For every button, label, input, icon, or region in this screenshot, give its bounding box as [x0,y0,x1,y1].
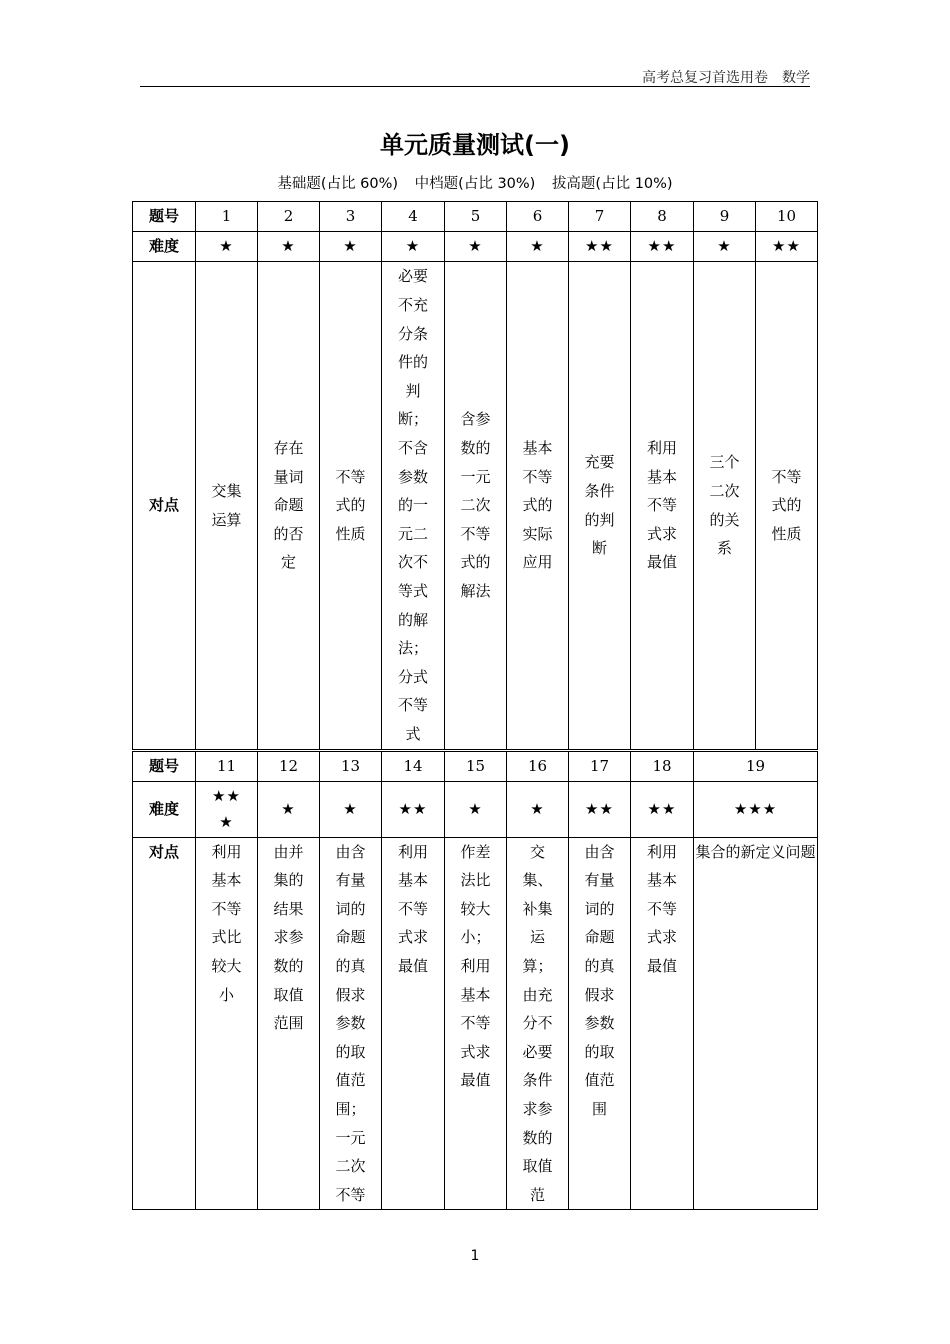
topic-text: 由含有量词的命题的真假求参数的取值范围；一元二次不等 [335,842,366,1204]
topic-cell [382,837,445,1210]
topic-cell [756,262,818,750]
topic-text: 不等式的性质 [335,467,366,543]
topic-text: 存在量词命题的否定 [273,439,304,572]
topic-text: 含参数的一元二次不等式的解法 [460,410,491,600]
question-number: 13 [320,751,382,782]
subtitle-advanced: 拔高题(占比 10%) [551,176,673,192]
row-label-difficulty: 难度 [133,781,196,837]
topic-text: 不等式的性质 [771,467,802,543]
header-divider [140,86,810,87]
topic-cell [631,262,694,750]
topic-cell [445,837,507,1210]
question-number: 3 [320,202,382,232]
topic-text: 由含有量词的命题的真假求参数的取值范围 [584,842,615,1118]
topic-cell [320,837,382,1210]
subtitle-basic: 基础题(占比 60%) [277,176,399,192]
topic-text: 三个二次的关系 [709,453,740,558]
topic-cell [445,262,507,750]
topic-text: 交集运算 [211,481,242,529]
difficulty-stars: ★ [507,232,569,262]
difficulty-stars: ★ [445,232,507,262]
difficulty-stars: ★ [258,232,320,262]
difficulty-row [133,232,818,262]
topic-row [133,262,818,750]
difficulty-stars: ★★ [756,232,818,262]
question-number: 15 [445,751,507,782]
difficulty-stars: ★★ [569,232,631,262]
topic-text: 必要不充分条件的判断；不含参数的一元二次不等式的解法；分式不等式 [397,267,428,743]
topic-cell [569,262,631,750]
topic-cell [258,262,320,750]
topic-text: 集合的新定义问题 [695,842,816,861]
question-number: 7 [569,202,631,232]
question-table-1 [132,201,818,750]
row-label-difficulty: 难度 [133,232,196,262]
topic-text: 交集、补集运算；由充分不必要条件求参数的取值范 [522,842,553,1204]
difficulty-stars: ★ [320,781,382,837]
question-table-2 [132,749,818,1210]
question-number: 5 [445,202,507,232]
difficulty-stars: ★★ [631,781,694,837]
topic-text: 利用基本不等式求最值 [646,842,677,975]
topic-text: 由并集的结果求参数的取值范围 [273,842,304,1033]
row-label-topic: 对点 [133,837,196,1210]
topic-cell [320,262,382,750]
question-number: 1 [196,202,258,232]
number-row [133,751,818,782]
topic-cell [569,837,631,1210]
topic-text: 利用基本不等式求最值 [397,842,428,975]
topic-text: 充要条件的判断 [584,453,615,558]
difficulty-stars-cell [196,781,258,837]
question-number: 6 [507,202,569,232]
topic-cell [258,837,320,1210]
difficulty-stars: ★★★ [694,781,818,837]
difficulty-stars: ★★ [569,781,631,837]
difficulty-stars: ★ [694,232,756,262]
number-row [133,202,818,232]
page-number: 1 [470,1248,480,1264]
topic-cell [507,837,569,1210]
difficulty-stars: ★ [320,232,382,262]
difficulty-stars: ★★★ [212,787,241,832]
row-label-number: 题号 [133,751,196,782]
question-number: 17 [569,751,631,782]
question-number: 11 [196,751,258,782]
row-label-number: 题号 [133,202,196,232]
row-label-topic: 对点 [133,262,196,750]
header-text: 高考总复习首选用卷 数学 [642,70,810,86]
difficulty-stars: ★ [382,232,445,262]
topic-row [133,837,818,1210]
topic-cell [196,837,258,1210]
difficulty-stars: ★ [507,781,569,837]
topic-cell [382,262,445,750]
topic-text: 基本不等式的实际应用 [522,439,553,572]
question-number: 8 [631,202,694,232]
difficulty-stars: ★★ [382,781,445,837]
question-number: 2 [258,202,320,232]
question-number: 14 [382,751,445,782]
question-number: 9 [694,202,756,232]
topic-text: 利用基本不等式求最值 [646,439,677,572]
difficulty-stars: ★ [258,781,320,837]
difficulty-stars: ★★ [631,232,694,262]
question-number: 19 [694,751,818,782]
topic-cell [196,262,258,750]
question-number: 18 [631,751,694,782]
difficulty-row [133,781,818,837]
question-number: 4 [382,202,445,232]
question-number: 10 [756,202,818,232]
question-number: 16 [507,751,569,782]
page-title: 单元质量测试(一) [380,131,570,159]
topic-cell [694,837,818,1210]
topic-cell [694,262,756,750]
subtitle-medium: 中档题(占比 30%) [414,176,536,192]
subtitle [0,172,950,193]
topic-text: 作差法比较大小；利用基本不等式求最值 [460,842,491,1090]
difficulty-stars: ★ [445,781,507,837]
topic-cell [631,837,694,1210]
question-number: 12 [258,751,320,782]
difficulty-stars: ★ [196,232,258,262]
topic-text: 利用基本不等式比较大小 [211,842,242,1004]
topic-cell [507,262,569,750]
